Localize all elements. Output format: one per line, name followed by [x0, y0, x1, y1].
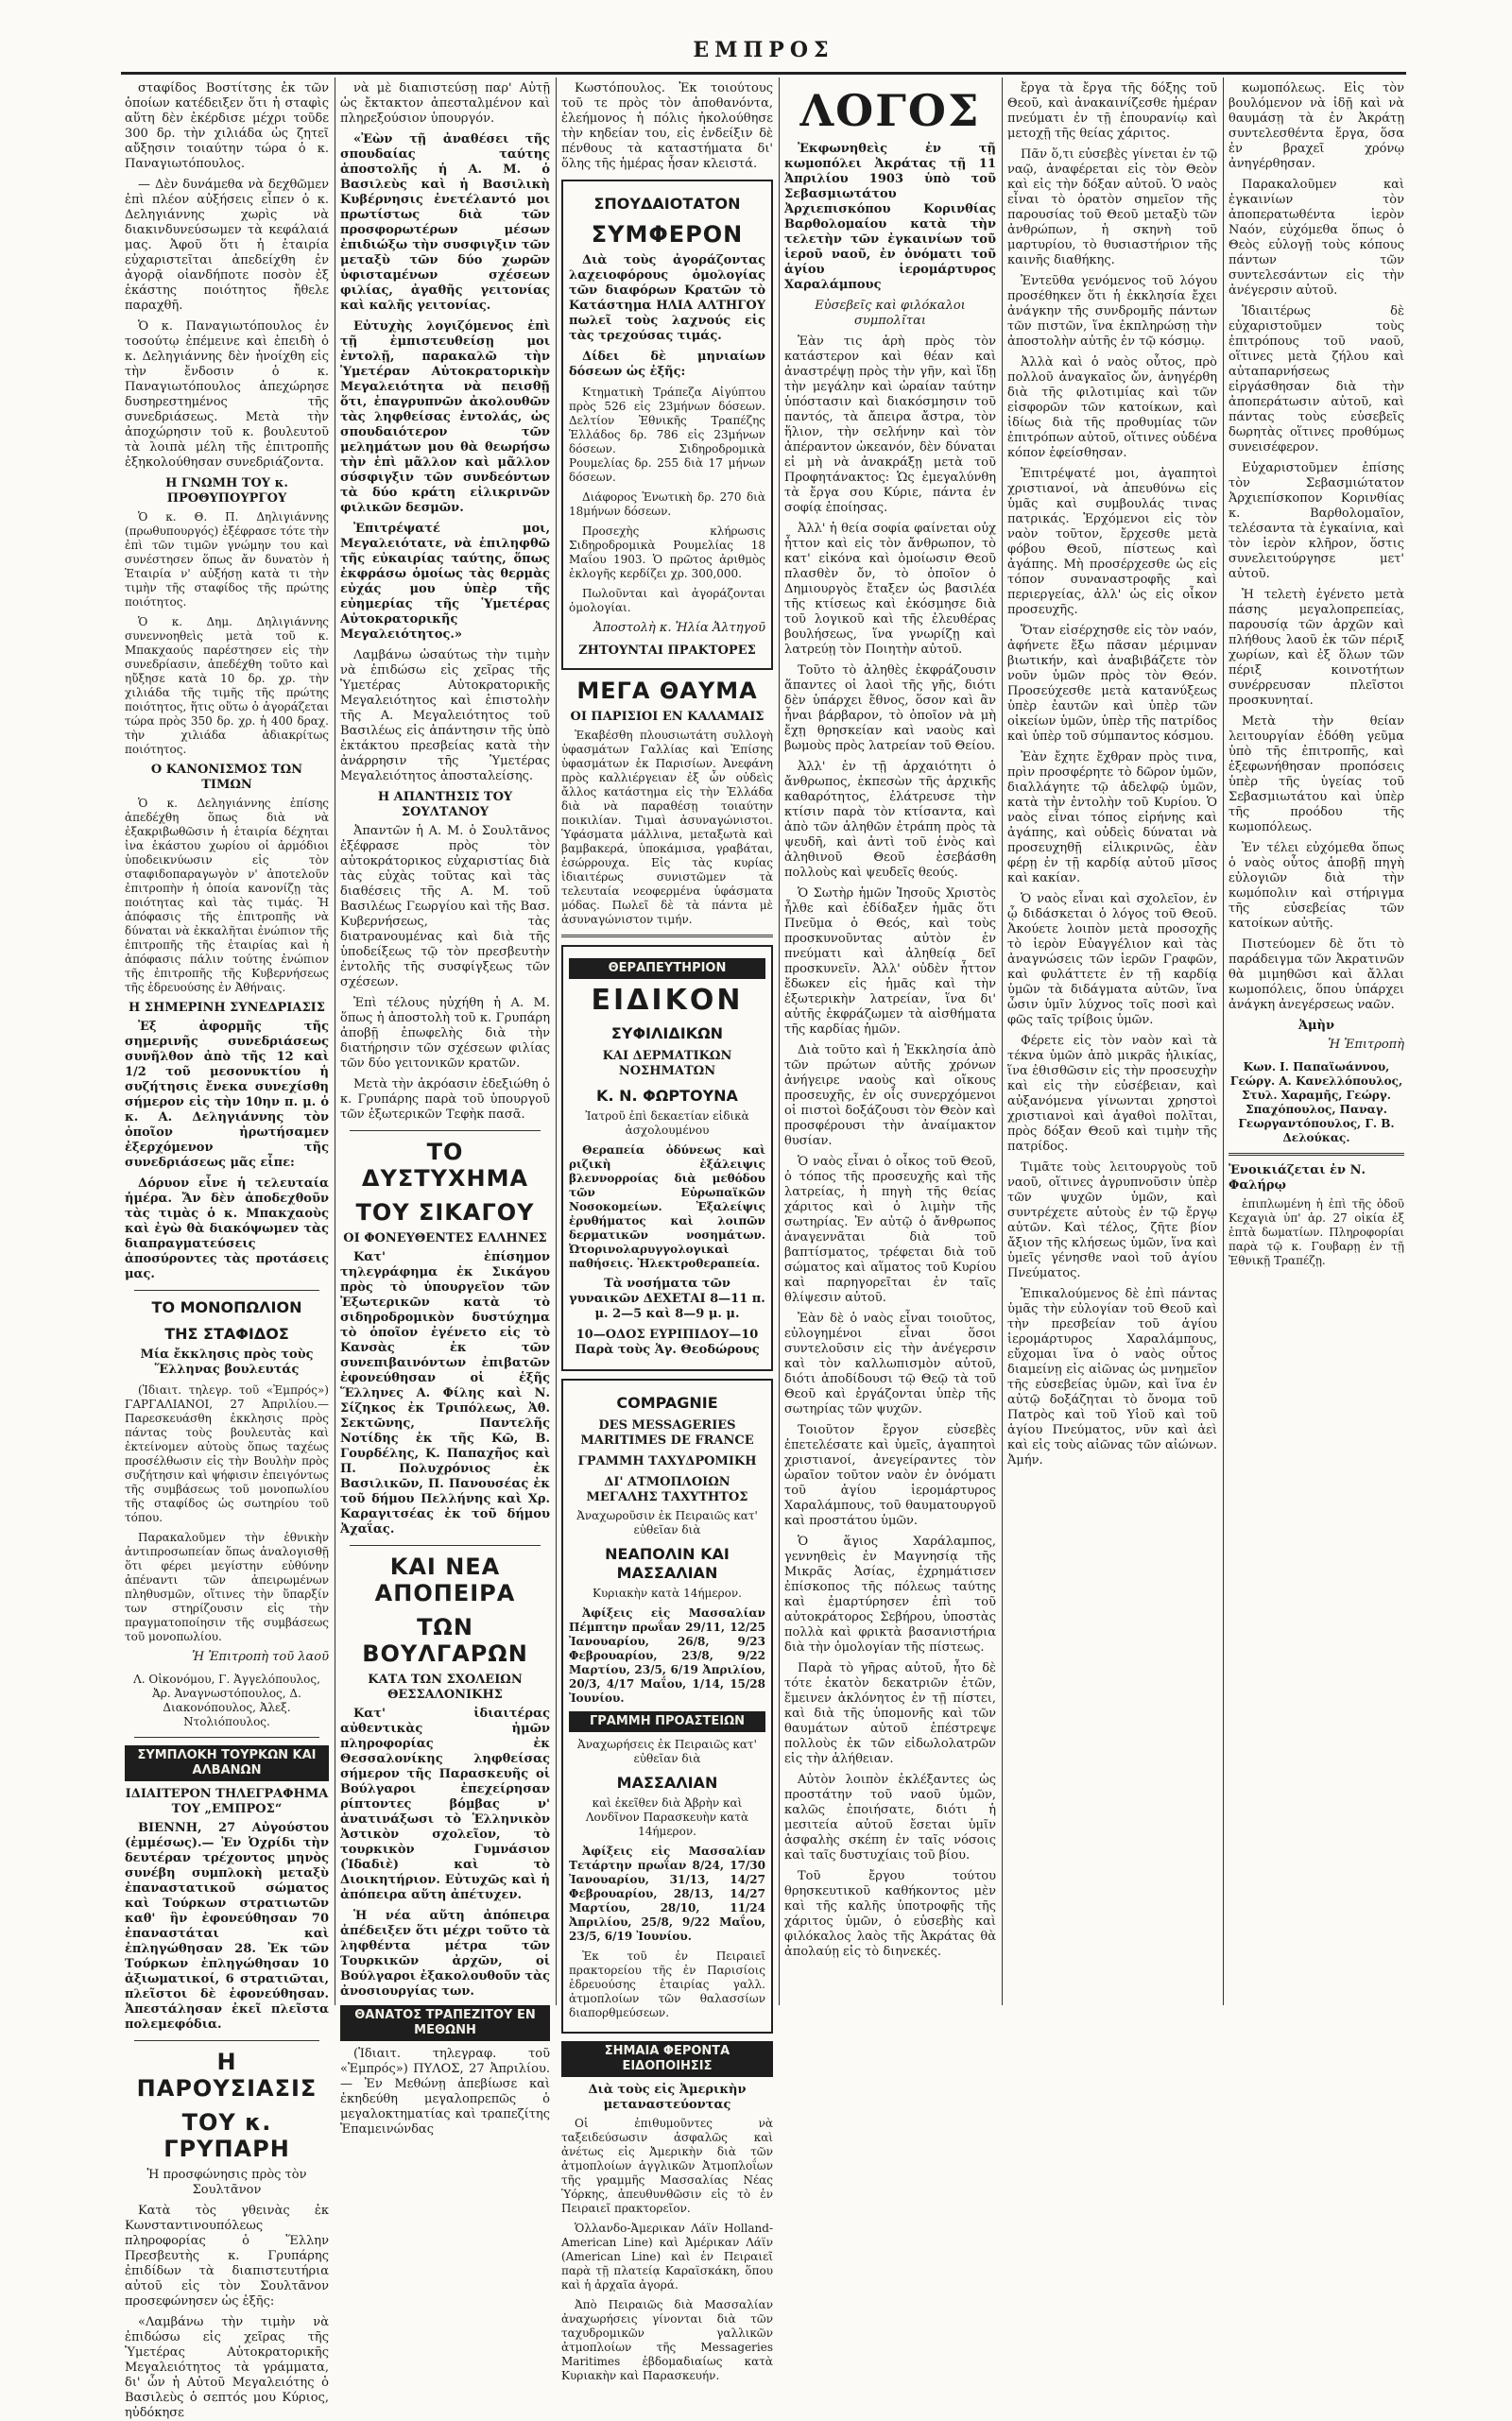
headline: ΜΕΓΑ ΘΑΥΜΑ — [576, 678, 758, 704]
ad-headline: ΣΥΦΙΛΙΔΙΚΩΝ — [610, 1024, 724, 1042]
article-paragraph: Κατ' ἐπίσημον τηλεγράφημα ἐκ Σικάγου πρὸς τὸ ὑπουργεῖον τῶν Ἐξωτερικῶν κατὰ τὸ σιδηροδρομικὸν δυστύχημα τὸ ὁποῖον ἐγένετο εἰς τὸ Κανσὰς ἐκ τῶν συνεπιβαινόντων ἐπιβατῶν ἐφονεύθησαν οἱ ἑξῆς Ἕλληνες Α. Φίλης καὶ Ν. Σίζηκος ἐκ Τριπόλεως, Ἀθ. Σεκτῶνης, Παντελῆς Νοτίδης ἐκ τῆς Κῶ, Β. Γουρδέλης, Κ. Παπαχῆος καὶ Π. Πολυχρόνιος ἐκ Βασιλικῶν, Π. Πανουσέας ἐκ τοῦ δήμου Πελλήνης καὶ Χρ. Καραγιτσέας ἐκ τοῦ δήμου Ἀχαΐας. — [340, 1250, 550, 1537]
ad-headline: COMPAGNIE — [616, 1394, 718, 1412]
speech-paragraph: Τοῦτο τὸ ἀληθὲς ἐκφράζουσιν ἅπαντες οἱ λαοὶ τῆς γῆς, διότι δὲν ὑπάρχει ἔθνος, ὅσον καὶ ἂν ἦναι βάρβαρον, τὸ ὁποῖον νὰ μὴ ἔχῃ θρησκείαν καὶ ναοὺς καὶ βωμοὺς πρὸς λατρείαν τοῦ Θείου. — [784, 663, 996, 753]
ad-headline: ΜΑΣΣΑΛΙΑΝ — [616, 1774, 718, 1792]
speech-paragraph: Ἐπιτρέψατέ μοι, ἀγαπητοὶ χριστιανοί, νὰ ἀπευθύνω εἰς ὑμᾶς καὶ συμβουλάς τινας πατρικάς. Ἐρχόμενοι εἰς τὸν ναὸν τοῦτον, ἔρχεσθε μετὰ φόβου Θεοῦ, πίστεως καὶ ἀγάπης. Μὴ προσέρχεσθε ὡς εἰς τόπον συναναστροφῆς καὶ περιεργείας, ἀλλ' ὡς εἰς οἶκον προσευχῆς. — [1007, 467, 1217, 617]
speech-paragraph: Ἀλλ' ἡ θεία σοφία φαίνεται οὐχ ἧττον καὶ εἰς τὸν ἄνθρωπον, τὸ κατ' εἰκόνα καὶ ὁμοίωσιν Θεοῦ πλασθὲν ὄν, τὸ ὁποῖον ὁ Δημιουργὸς ἔταξεν ὡς βασιλέα τῆς κτίσεως καὶ ἐκόσμησε διὰ τοῦ λογικοῦ καὶ τῆς ἐλευθέρας βουλήσεως, ἵνα γνωρίζῃ καὶ λατρεύῃ τὸν Ποιητὴν αὐτοῦ. — [784, 522, 996, 657]
article-paragraph: Ἐξ ἀφορμῆς τῆς σημερινῆς συνεδριάσεως συνῆλθον ἀπὸ τῆς 12 καὶ 1/2 τοῦ μεσονυκτίου ἡ συζήτησις ἔνεκα συνεχίσθη σήμερον εἰς τὴν 10ην π. μ. ὁ κ. Α. Δεληγιάννης τὸν ὁποῖον ἠρωτήσαμεν ἐξερχόμενον τῆς συνεδριάσεως μᾶς εἶπε: — [125, 1020, 329, 1170]
article-paragraph: — Δὲν δυνάμεθα νὰ δεχθῶμεν ἐπὶ πλέον αὐξήσεις εἶπεν ὁ κ. Δεληγιάννης χωρὶς νὰ διακινδυνεύσωμεν τὰ κεφάλαιά μας. Ἀφοῦ ὅτι ἡ ἑταιρία εὐχαριστεῖται ἀπεδείχθη ἐν ἀγορᾷ οἰανδήποτε ποσὸν ἐξ ἑκάστης ποιότητος ἤθελε παραχθῆ. — [125, 178, 329, 313]
column-5 — [1007, 81, 1217, 2000]
ad-text: Θεραπεία ὀδύνεως καὶ ριζικὴ ἐξάλειψις βλεννορροίας διὰ μεθόδου τῶν Εὐρωπαϊκῶν Νοσοκομείων. Ἐξαλείψις ἐρυθήματος καὶ λοιπῶν δερματικῶν νοσημάτων. Ὠτορινολαρυγγολογικαὶ παθήσεις. Ἠλεκτροθεραπεία. — [569, 1143, 765, 1270]
ad-headline: ΓΡΑΜΜΗ ΠΡΟΑΣΤΕΙΩΝ — [569, 1711, 765, 1732]
article-paragraph: νὰ μὲ διαπιστεύσῃ παρ' Αὐτῇ ὡς ἔκτακτον ἀπεσταλμένον καὶ πληρεξούσιον ὑπουργόν. — [340, 81, 550, 126]
section-heading: Η ΑΠΑΝΤΗΣΙΣ ΤΟΥ ΣΟΥΛΤΑΝΟΥ — [377, 790, 513, 819]
article-paragraph: Ἐπὶ τέλους ηὐχήθη ἡ Α. Μ. ὅπως ἡ ἀποστολὴ τοῦ κ. Γρυπάρη ἀποβῇ ἐπωφελὴς διὰ τὴν διατήρησιν τῶν σχέσεων φιλίας τῶν δύο γειτονικῶν κρατῶν. — [340, 996, 550, 1071]
column-divider — [556, 77, 557, 2005]
speech-salutation: Εὐσεβεῖς καὶ φιλόκαλοι συμπολῖται — [815, 299, 966, 328]
ad-text: καὶ ἐκεῖθεν διὰ Ἀβρὴν καὶ Λονδῖνον Παρασκευὴν κατὰ 14ήμερον. — [585, 1796, 749, 1838]
ad-text: Διάφορος Ἑνωτικὴ δρ. 270 διὰ 18μήνων δόσεων. — [569, 490, 765, 518]
speech-paragraph: Τιμᾶτε τοὺς λειτουργοὺς τοῦ ναοῦ, οἵτινες ἀγρυπνοῦσιν ὑπὲρ τῶν ψυχῶν ὑμῶν, καὶ συντρέχετε αὐτοὺς ἐν τῷ ἔργῳ αὐτῶν. Καὶ τέλος, ζῆτε βίον ἄξιον τῆς κλήσεως ὑμῶν, ἵνα καὶ ὑμεῖς γένησθε ναοὶ τοῦ ἁγίου Πνεύματος. — [1007, 1160, 1217, 1280]
ad-headline: ΕΙΔΙΚΟΝ — [591, 984, 744, 1017]
separator — [350, 1130, 541, 1131]
ad-text: Ἐκαβέσθη πλουσιωτάτη συλλογὴ ὑφασμάτων Γαλλίας καὶ Ἐπίσης ὑφασμάτων ἐκ Παρισίων. Ἀνεφάνη πρὸς καλλιέργειαν ἐξ ὧν οὐδεὶς ἄλλος κατάστημα εἰς τὴν Ἑλλάδα διὰ νὰ παραθέσῃ τοιαύτην ποικιλίαν. Τιμαὶ ἀσυναγώνιστοι. Ὑφάσματα μάλλινα, μεταξωτὰ καὶ βαμβακερά, ὑποκάμισα, γραβάται, ἐσώρρουχα. Εἰς τὰς κυρίας ἰδιαιτέρως συνιστῶμεν τὰ τελευταία νεοφερμένα ὑφάσματα μόδας. Πωλεῖ δὲ τὰ πάντα μὲ ἀσυναγώνιστον τιμήν. — [561, 729, 773, 926]
column-divider — [779, 77, 780, 2005]
article-paragraph: Κατὰ τὸς γθεινὰς ἐκ Κωνσταντινουπόλεως πληροφορίας ὁ Ἕλλην Πρεσβευτὴς κ. Γρυπάρης ἐπιδίδων τὰ διαπιστευτήρια αὐτοῦ εἰς τὸν Σουλτᾶνον προσεφώνησεν ὡς ἑξῆς: — [125, 2204, 329, 2309]
column-6 — [1228, 81, 1404, 2000]
ad-signature: Ἀποστολὴ κ. Ἠλία Ἀλτηγοῦ — [593, 621, 765, 635]
classified-heading: Ἐνοικιάζεται ἐν Ν. Φαλήρῳ — [1228, 1163, 1366, 1193]
article-paragraph: Ὁ κ. Παναγιωτόπουλος ἐν τοσούτῳ ἐπέμεινε καὶ ἐπειδὴ ὁ κ. Δεληγιάννης δὲν ἠνοίχθη εἰς τὴν ἔνδοσιν ὁ κ. Παναγιωτόπουλος ἀπεχώρησε δυσηρεστημένος τῆς συνεδριάσεως. Μετὰ τὴν ἀποχώρησιν τοῦ κ. βουλευτοῦ τὰ λοιπὰ μέλη τῆς ἐπιτροπῆς ἐξηκολούθησαν συνεδριάζοντα. — [125, 319, 329, 470]
ad-headline: ΚΑΙ ΔΕΡΜΑΤΙΚΩΝ ΝΟΣΗΜΑΤΩΝ — [602, 1049, 732, 1078]
separator — [134, 2040, 319, 2041]
speech-paragraph: Ἐπικαλούμενος δὲ ἐπὶ πάντας ὑμᾶς τὴν εὐλογίαν τοῦ Θεοῦ καὶ τὴν πρεσβείαν τοῦ ἁγίου ἱερομάρτυρος Χαραλάμπους, εὔχομαι ἵνα ὁ ναὸς οὗτος διαμείνῃ εἰς αἰῶνας ὡς μνημεῖον τῆς εὐσεβείας ὑμῶν, καὶ ἵνα ἐν αὐτῷ δοξάζηται τὸ ὄνομα τοῦ Πατρὸς καὶ τοῦ Υἱοῦ καὶ τοῦ ἁγίου Πνεύματος, νῦν καὶ ἀεὶ καὶ εἰς τοὺς αἰῶνας τῶν αἰώνων. Ἀμήν. — [1007, 1287, 1217, 1468]
separator — [561, 935, 773, 937]
column-divider — [1223, 77, 1224, 2005]
separator — [134, 1737, 319, 1738]
article-paragraph: Κωστόπουλος. Ἐκ τοιούτους τοῦ τε πρὸς τὸν ἀποθανόντα, ἐλεήμονος ἡ πόλις ἠκολούθησε τὴν κηδείαν του, εἰς ἐνδείξιν δὲ πένθους τὰ καταστήματα δι' ὅλης τῆς ἡμέρας ἦσαν κλειστά. — [561, 81, 773, 171]
article-paragraph: «Λαμβάνω τὴν τιμὴν νὰ ἐπιδώσω εἰς χεῖρας τῆς Ὑμετέρας Αὐτοκρατορικῆς Μεγαλειότητος τὰ γράμματα, δι' ὧν ἡ Αὐτοῦ Μεγαλειότης ὁ Βασιλεὺς ὁ σεπτός μου Κύριος, ηὐδόκησε — [125, 2315, 329, 2420]
article-paragraph: Ὁ κ. Θ. Π. Δηλιγιάννης (πρωθυπουργός) ἐξέφρασε τότε τὴν ἐπὶ τῶν τιμῶν γνώμην του καὶ συνέστησεν ὅπως ἄν δυνατὸν ἡ Ἑταιρία ν' αὐξήσῃ κατὰ τι τὴν τιμὴν τῆς σταφίδος τῆς πρώτης ποιότητος. — [125, 510, 329, 609]
separator — [350, 1545, 541, 1546]
speech-paragraph: Τοιοῦτον ἔργον εὐσεβὲς ἐπετελέσατε καὶ ὑμεῖς, ἀγαπητοὶ χριστιανοί, ἀνεγείραντες τὸν ὡραῖον τοῦτον ναὸν ἐν ὀνόματι τοῦ ἁγίου ἱερομάρτυρος Χαραλάμπους, τοῦ θαυματουργοῦ καὶ προστάτου ὑμῶν. — [784, 1423, 996, 1528]
ad-text: Ἀπὸ Πειραιῶς διὰ Μασσαλίαν ἀναχωρήσεις γίνονται διὰ τῶν ταχυδρομικῶν γαλλικῶν ἀτμοπλοίων τῆς Messageries Maritimes ἑβδομαδιαίως κατὰ Κυριακὴν καὶ Παρασκευήν. — [561, 2298, 773, 2382]
speech-paragraph: Ὁ ναὸς εἶναι καὶ σχολεῖον, ἐν ᾧ διδάσκεται ὁ λόγος τοῦ Θεοῦ. Ἀκούετε λοιπὸν μετὰ προσοχῆς τὸ ἱερὸν Εὐαγγέλιον καὶ τὰς ἀναγνώσεις τῶν ἱερῶν Γραφῶν, καὶ φυλάττετε ἐν τῇ καρδίᾳ ὑμῶν τὰ διδάγματα αὐτῶν, ἵνα ὦσιν ὑμῖν λύχνος τοῖς ποσὶ καὶ φῶς ταῖς τρίβοις ὑμῶν. — [1007, 892, 1217, 1027]
section-heading: ΟΙ ΠΑΡΙΣΙΟΙ ΕΝ ΚΑΛΑΜΑΙΣ — [570, 710, 765, 724]
headline: ΤΟΥ ΣΙΚΑΓΟΥ — [355, 1199, 535, 1226]
speech-paragraph: Τοῦ ἔργου τούτου θρησκευτικοῦ καθήκοντος μὲν καὶ τῆς καλῆς ὑποτροφῆς τῆς χάριτος ὑμῶν, ὁ εὐσεβὴς καὶ φιλόκαλος λαὸς τῆς Ἀκράτας θὰ ἀπολαύῃ εἰς τὸ διηνεκές. — [784, 1869, 996, 1959]
headline: ΤΩΝ ΒΟΥΛΓΑΡΩΝ — [362, 1614, 528, 1667]
ad-text: Δίδει δὲ μηνιαίων δόσεων ὡς ἑξῆς: — [569, 350, 765, 379]
speech-paragraph: Ἐντεῦθα γενόμενος τοῦ λόγου προσέθηκεν ὅτι ἡ ἐκκλησία ἔχει ἀνάγκην τῆς συνδρομῆς πάντων τῶν πιστῶν, ἵνα ἐκπληρώσῃ τὴν ἀποστολὴν αὐτῆς ἐν τῷ κόσμῳ. — [1007, 274, 1217, 349]
article-paragraph: Ὁ κ. Δημ. Δηλιγιάννης συνεννοηθεὶς μετὰ τοῦ κ. Μπακχαούς παρέστησεν εἰς τὴν συνεδρίασιν, ἀπεδέχθη τοῦτο καὶ ηὔξησε κατὰ 10 δρ. χρ. τὴν χιλιάδα τῆς τιμῆς τῆς πρώτης ποιότητος, ἥτις οὕτω ὁ ἀγοράζεται τώρα πρὸς 350 δρ. χρ. ἡ 400 δραχ. τὴν χιλιάδα ἀδιακρίτως ποιότητος. — [125, 615, 329, 756]
speech-paragraph: Διὰ τοῦτο καὶ ἡ Ἐκκλησία ἀπὸ τῶν πρώτων αὐτῆς χρόνων ἀνήγειρε ναοὺς καὶ οἴκους προσευχῆς, ἐν οἷς συνερχόμενοι οἱ πιστοὶ δοξάζουσι τὸν Θεὸν καὶ προσφέρουσι τὴν ἀναίμακτον θυσίαν. — [784, 1043, 996, 1148]
ad-text: Ἐκ τοῦ ἐν Πειραιεῖ πρακτορείου τῆς ἐν Παρισίοις ἑδρευούσης ἑταιρίας γαλλ. ἀτμοπλοίων τῶν θαλασσίων διαπορθμεύσεων. — [569, 1949, 765, 2019]
article-paragraph: Ἰδιαιτέρως δὲ εὐχαριστοῦμεν τοὺς ἐπιτρόπους τοῦ ναοῦ, οἵτινες μετὰ ζήλου καὶ αὐταπαρνήσεως εἰργάσθησαν διὰ τὴν ἀποπεράτωσιν αὐτοῦ, καὶ πάντας τοὺς εὐσεβεῖς δωρητὰς οἵτινες προθύμως συνεισέφερον. — [1228, 304, 1404, 455]
speech-paragraph: Παρὰ τὸ γῆρας αὐτοῦ, ἦτο δὲ τότε ἑκατὸν δεκατριῶν ἐτῶν, ἔμεινεν ἀκλόνητος ἐν τῇ πίστει, καὶ διὰ τῆς ὑπομονῆς καὶ τῶν θαυμάτων αὐτοῦ ἐπέστρεψε πολλοὺς ἐκ τῶν εἰδωλολατρῶν εἰς τὴν ἀλήθειαν. — [784, 1661, 996, 1766]
ad-headline: ΣΠΟΥΔΑΙΟΤΑΤΟΝ — [593, 195, 741, 213]
ad-headline: Διὰ τοὺς εἰς Ἀμερικὴν μεταναστεύοντας — [588, 2083, 747, 2112]
ad-text: Διὰ τοὺς ἀγοράζοντας λαχειοφόρους ὁμολογίας τῶν διαφόρων Κρατῶν τὸ Κατάστημα ΗΛΙΑ ΑΛΤΗΓΟΥ πωλεῖ τοὺς λαχνούς εἰς τὰς τρεχούσας τιμάς. — [569, 253, 765, 343]
ad-headline: ΣΥΜΦΕΡΟΝ — [591, 221, 744, 248]
subheadline: Μία ἔκκλησις πρὸς τοὺς Ἕλληνας βουλευτάς — [140, 1348, 314, 1377]
ad-headline: ΖΗΤΟΥΝΤΑΙ ΠΡΑΚΤΟΡΕΣ — [578, 644, 756, 658]
speech-paragraph: Αὐτὸν λοιπὸν ἐκλέξαντες ὡς προστάτην τοῦ ναοῦ ὑμῶν, καλῶς ἐποιήσατε, διότι ἡ μεσιτεία αὐτοῦ ἔσεται ὑμῖν ἀσφαλὴς σκέπη ἐν ταῖς νόσοις καὶ ταῖς δυστυχίαις τοῦ βίου. — [784, 1773, 996, 1863]
article-paragraph: Λαμβάνω ὡσαύτως τὴν τιμὴν νὰ ἐπιδώσω εἰς χεῖρας τῆς Ὑμετέρας Αὐτοκρατορικῆς Μεγαλειότητος καὶ ἐπιστολὴν τῆς Α. Μεγαλειότητος τοῦ Βασιλέως εἰς ἀπάντησιν τῆς ὑπὸ ἐκτάκτου πρεσβείας κατὰ τὴν ἀνάρρησιν τῆς Ὑμετέρας Μεγαλειότητος ἀποσταλείσης. — [340, 648, 550, 783]
ad-text: Προσεχὴς κλήρωσις Σιδηροδρομικὰ Ρουμελίας 18 Μαΐου 1903. Ὁ πρῶτος ἀριθμὸς ἐκλογῆς κερδίζει χρ. 300,000. — [569, 524, 765, 580]
masthead — [121, 38, 1406, 75]
ad-headline: ΓΡΑΜΜΗ ΤΑΧΥΔΡΟΜΙΚΗ — [577, 1454, 757, 1468]
advertisement-clinic — [561, 945, 773, 1371]
ad-headline: ΘΕΡΑΠΕΥΤΗΡΙΟΝ — [569, 958, 765, 979]
article-paragraph: σταφίδος Βοστίτσης ἐκ τῶν ὁποίων κατέδειξεν ὅτι ἡ σταφὶς αὕτη δὲν ἐκέρδισε μέχρι τοῦδε 300 δρ. τὴν χιλιάδα ὡς ζητεῖ αὔξησιν τοιαύτην τώρα ὁ κ. Παναγιωτόπουλος. — [125, 81, 329, 171]
subheadline: Ἡ προσφώνησις πρὸς τὸν Σουλτᾶνον — [146, 2168, 307, 2197]
section-heading: Η ΣΗΜΕΡΙΝΗ ΣΥΝΕΔΡΙΑΣΙΣ — [129, 1001, 325, 1015]
article-paragraph: Ὁ κ. Δεληγιάννης ἐπίσης ἀπεδέχθη ὅπως διὰ νὰ ἐξακριβωθῶσιν ἡ ἑταιρία δέχηται ἰνα ἑκάστου χωρίου οἱ ἀρμόδιοι ὑποδεικνύωσιν εἰς τὸν σταφιδοπαραγωγὸν ν' ἀποτελοῦν ἐπιτροπὴν ἡ ὁποία κανονίζῃ τὰς ποιότητας καὶ τὰς τιμάς. Ἡ ἀπόφασις τῆς ἐπιτροπῆς νὰ δύναται νὰ ἐκκαλῆται ἐνώπιον τῆς ἐπιτροπῆς τῆς ἑταιρίας καὶ ἡ ἀπόφασις πάλιν τούτης ἐνώπιον τῆς ἐπιτροπῆς τῆς Κυβερνήσεως τῆς ἑδρευούσης ἐν Ἀθήναις. — [125, 797, 329, 994]
advertisement-shipping — [561, 1379, 773, 2034]
closing-word: Ἀμὴν — [1297, 1019, 1335, 1033]
article-paragraph: Δόρυον εἶνε ἡ τελευταία ἡμέρα. Ἄν δὲν ἀποδεχθοῦν τὰς τιμὰς ὁ κ. Μπακχαοὺς καὶ ἐγὼ θὰ διακόψωμεν τὰς διαπραγματεύσεις ἀποσύροντες τὰς προτάσεις μας. — [125, 1176, 329, 1281]
ad-text: Ἀναχωρήσεις ἐκ Πειραιῶς κατ' εὐθεῖαν διὰ — [577, 1738, 757, 1765]
signature: Ἡ Ἐπιτροπὴ — [1328, 1038, 1404, 1052]
section-heading: Η ΓΝΩΜΗ ΤΟΥ κ. ΠΡΟΘΥΠΟΥΡΓΟΥ — [165, 476, 288, 506]
headline: Η ΠΑΡΟΥΣΙΑΣΙΣ — [136, 2049, 318, 2102]
article-paragraph: Πιστεύομεν δὲ ὅτι τὸ παράδειγμα τῶν Ἀκρατινῶν θὰ μιμηθῶσι καὶ ἄλλαι κωμοπόλεις, ὅπου ὑπάρχει ἀνάγκη ἀνεγέρσεως ναῶν. — [1228, 937, 1404, 1012]
headline: ΤΗΣ ΣΤΑΦΙΔΟΣ — [164, 1325, 289, 1343]
article-paragraph: Ἡ τελετὴ ἐγένετο μετὰ πάσης μεγαλοπρεπείας, παρουσίᾳ τῶν ἀρχῶν καὶ πλήθους λαοῦ ἐκ τῶν πέριξ χωρίων, καὶ ἐξ ὅλων τῶν πέριξ κοινοτήτων συνέρρευσαν πλεῖστοι προσκυνηταί. — [1228, 588, 1404, 708]
ad-text: Ἀφίξεις εἰς Μασσαλίαν Τετάρτην πρωΐαν 8/24, 17/30 Ἰανουαρίου, 31/13, 14/27 Φεβρουαρίου, 28/13, 14/27 Μαρτίου, 28/10, 11/24 Ἀπριλίου, 25/8, 9/22 Μαΐου, 23/5, 6/19 Ἰουνίου. — [569, 1845, 765, 1943]
article-paragraph: Κατ' ἰδιαιτέρας αὐθεντικὰς ἡμῶν πληροφορίας ἐκ Θεσσαλονίκης ληφθείσας σήμερον τῆς Παρασκευῆς οἱ Βούλγαροι ἐπεχείρησαν ρίπτοντες βόμβας ν' ἀνατινάξωσι τὸ Ἑλληνικὸν Ἀστικὸν σχολεῖον, τὸ τουρκικὸν Γυμνάσιον (Ἰδαδιὲ) καὶ τὸ Διοικητήριον. Εὐτυχῶς καὶ ἡ ἀπόπειρα αὕτη ἀπέτυχεν. — [340, 1707, 550, 1902]
speech-paragraph: Ἐὰν ἔχητε ἔχθραν πρὸς τινα, πρὶν προσφέρητε τὸ δῶρον ὑμῶν, διαλλάγητε τῷ ἀδελφῷ ὑμῶν, κατὰ τὴν ἐντολὴν τοῦ Κυρίου. Ὁ ναὸς εἶναι τόπος εἰρήνης καὶ ἀγάπης, καὶ οὐδεὶς δύναται νὰ προσευχηθῇ εἰλικρινῶς, ἐὰν φέρῃ ἐν τῇ καρδίᾳ αὐτοῦ μῖσος καὶ κακίαν. — [1007, 750, 1217, 885]
advertisement-lottery — [561, 180, 773, 670]
separator — [1228, 1153, 1404, 1156]
column-2 — [340, 81, 550, 2137]
classified-text: ἐπιπλωμένη ἡ ἐπὶ τῆς ὁδοῦ Κεχαγιὰ ὑπ' ἀρ. 27 οἰκία ἐξ ἑπτὰ δωματίων. Πληροφορίαι παρὰ τῷ κ. Γουβαρῃ ἐν τῇ Ἐθνικῇ Τραπέζῃ. — [1228, 1197, 1404, 1267]
ad-headline: ΝΕΑΠΟΛΙΝ ΚΑΙ ΜΑΣΣΑΛΙΑΝ — [605, 1545, 730, 1582]
article-paragraph: Μετὰ τὴν θείαν λειτουργίαν ἐδόθη γεῦμα ὑπὸ τῆς ἐπιτροπῆς, καὶ ἐξεφωνήθησαν προπόσεις ὑπὲρ τῆς ὑγείας τοῦ Σεβασμιωτάτου καὶ ὑπὲρ τῆς προόδου τῆς κωμοπόλεως. — [1228, 714, 1404, 834]
speech-paragraph: Φέρετε εἰς τὸν ναὸν καὶ τὰ τέκνα ὑμῶν ἀπὸ μικρᾶς ἡλικίας, ἵνα ἐθισθῶσιν εἰς τὴν προσευχὴν καὶ εἰς τὴν εὐσέβειαν, καὶ αὐξανόμενα γίνωνται χρηστοὶ χριστιανοὶ καὶ ἀγαθοὶ πολῖται, πρὸς δόξαν Θεοῦ καὶ τιμὴν τῆς πατρίδος. — [1007, 1034, 1217, 1154]
headline: ΚΑΙ ΝΕΑ ΑΠΟΠΕΙΡΑ — [374, 1554, 516, 1606]
ad-text: Τὰ νοσήματα τῶν γυναικῶν ΔΕΧΕΤΑΙ 8—11 π. μ. 2—5 καὶ 8—9 μ. μ. — [569, 1277, 765, 1321]
speech-paragraph: Ἀλλὰ καὶ ὁ ναὸς οὗτος, πρὸ πολλοῦ ἀναγκαῖος ὤν, ἀνηγέρθη διὰ τῆς φιλοτιμίας καὶ τῶν εἰσφορῶν τῶν κατοίκων, καὶ ἰδίως διὰ τῆς προθυμίας τῶν ἐπιτρόπων αὐτοῦ, οἵτινες οὐδένα κόπον ἐφείσθησαν. — [1007, 355, 1217, 460]
speech-title: ΛΟΓΟΣ — [799, 85, 981, 136]
article-paragraph: Παρακαλοῦμεν τὴν ἐθνικὴν ἀντιπροσωπείαν ὅπως ἀναλογισθῇ ὅτι φέρει μεγίστην εὐθύνην ἀπέναντι τῶν ἀπειρωμένων πληθυσμῶν, οἵτινες τὴν ὕπαρξίν των στηρίζουσιν εἰς τὴν πραγματοποίησιν τῆς συμβάσεως τοῦ μονοπωλίου. — [125, 1531, 329, 1643]
article-paragraph: (Ἰδιαιτ. τηλεγρ. τοῦ «Ἐμπρός») ΓΑΡΓΑΛΙΑΝΟΙ, 27 Ἀπριλίου.— Παρεσκευάσθη ἐκκλησις πρὸς πάντας τοὺς βουλευτὰς καὶ ἐκτείνομεν αὐτοὺς ὅπως ταχέως προσέλθωσιν εἰς τὴν Βουλὴν πρὸς συζήτησιν καὶ ψήφισιν ἐπειγόντως τῆς συμβάσεως τοῦ μονοπωλίου τῆς σταφίδος ὡς σωτηρίου τοῦ τόπου. — [125, 1383, 329, 1524]
speech-intro: Ἐκφωνηθεὶς ἐν τῇ κωμοπόλει Ἀκράτας τῇ 11 Ἀπριλίου 1903 ὑπὸ τοῦ Σεβασμιωτάτου Ἀρχιεπισκόπου Κορινθίας Βαρθολομαίου κατὰ τὴν τελετὴν τῶν ἐγκαινίων τοῦ ἱεροῦ ναοῦ, ἐν ὀνόματι τοῦ ἁγίου ἱερομάρτυρος Χαραλάμπους — [784, 142, 996, 292]
speech-paragraph: Πᾶν ὅ,τι εὐσεβὲς γίνεται ἐν τῷ ναῷ, ἀναφέρεται εἰς τὸν Θεὸν καὶ εἰς τὴν δόξαν αὐτοῦ. Ὁ ναὸς εἶναι τὸ ὁρατὸν σημεῖον τῆς παρουσίας τοῦ Θεοῦ μεταξὺ τῶν ἀνθρώπων, ἡ σκηνὴ τοῦ μαρτυρίου, τὸ θυσιαστήριον τῆς καινῆς διαθήκης. — [1007, 147, 1217, 267]
article-paragraph: Εὐχαριστοῦμεν ἐπίσης τὸν Σεβασμιώτατον Ἀρχιεπίσκοπον Κορινθίας κ. Βαρθολομαῖον, τελέσαντα τὰ ἐγκαίνια, καὶ τὸν ἱερὸν κλῆρον, ὅστις συνελειτούργησε μετ' αὐτοῦ. — [1228, 461, 1404, 581]
headline-banner: ΣΥΜΠΛΟΚΗ ΤΟΥΡΚΩΝ ΚΑΙ ΑΛΒΑΝΩΝ — [125, 1745, 329, 1781]
newspaper-title: ΕΜΠΡΟΣ — [693, 38, 834, 62]
headline: ΤΟΥ κ. ΓΡΥΠΑΡΗ — [163, 2109, 290, 2162]
ad-text: Ὁλλανδο-Ἀμερικαν Λάϊν Holland-American Line) καὶ Ἀμέρικαν Λάϊν (American Line) καὶ ἐν Πειραιεῖ παρὰ τῇ πλατείᾳ Καραϊσκάκη, ὅπου καὶ ἡ ἀρχαῖα ἀγορά. — [561, 2222, 773, 2292]
ad-headline: ΔΙ' ΑΤΜΟΠΛΟΙΩΝ ΜΕΓΑΛΗΣ ΤΑΧΥΤΗΤΟΣ — [586, 1475, 748, 1504]
ad-text: Ἰατροῦ ἐπὶ δεκαετίαν εἰδικὰ ἀσχολουμένου — [585, 1109, 749, 1137]
ad-text: 10—ΟΔΟΣ ΕΥΡΙΠΙΔΟΥ—10 Παρὰ τοὺς Ἁγ. Θεοδώρους — [575, 1328, 760, 1357]
ad-text: Πωλοῦνται καὶ ἀγοράζονται ὁμολογίαι. — [569, 587, 765, 614]
signature: Ἡ Ἐπιτροπὴ τοῦ λαοῦ — [192, 1650, 329, 1664]
article-paragraph: Ἐν τέλει εὐχόμεθα ὅπως ὁ ναὸς οὗτος ἀποβῇ πηγὴ εὐλογιῶν διὰ τὴν κωμόπολιν καὶ στήριγμα τῆς εὐσεβείας τῶν κατοίκων αὐτῆς. — [1228, 841, 1404, 931]
column-divider — [1002, 77, 1003, 2005]
section-heading: Ο ΚΑΝΟΝΙΣΜΟΣ ΤΩΝ ΤΙΜΩΝ — [150, 763, 303, 792]
signatories: Κων. Ι. Παπαϊωάννου, Γεώργ. Α. Κανελλόπουλος, Στυλ. Χαραμῆς, Γεώργ. Σπαχόπουλος, Παναγ. Γεωργαντόπουλος, Γ. Β. Δελούκας. — [1229, 1060, 1403, 1144]
speech-paragraph: Ὁ Σωτὴρ ἡμῶν Ἰησοῦς Χριστὸς ἦλθε καὶ ἐδίδαξεν ἡμᾶς ὅτι Πνεῦμα ὁ Θεός, καὶ τοὺς προσκυνοῦντας αὐτὸν ἐν πνεύματι καὶ ἀληθείᾳ δεῖ προσκυνεῖν. Ἀλλ' οὐδὲν ἧττον ἔδωκεν εἰς ἡμᾶς καὶ τὴν ἐξωτερικὴν λατρείαν, ἵνα δι' αὐτῆς ἐκφράζωμεν τὰ αἰσθήματα τῆς καρδίας ἡμῶν. — [784, 886, 996, 1037]
section-heading: ΚΑΤΑ ΤΩΝ ΣΧΟΛΕΙΩΝ ΘΕΣΣΑΛΟΝΙΚΗΣ — [368, 1673, 523, 1702]
ad-text: Κτηματικὴ Τράπεζα Αἰγύπτου πρὸς 526 εἰς 23μήνων δόσεων. Δελτίον Ἐθνικῆς Τραπέζης Ἑλλάδος δρ. 786 εἰς 23μήνων δόσεων. Σιδηροδρομικὰ Ρουμελίας δρ. 255 διὰ 17 μήνων δόσεων. — [569, 386, 765, 484]
speech-paragraph: Ἐὰν δὲ ὁ ναὸς εἶναι τοιοῦτος, εὐλογημένοι εἶναι ὅσοι συντελοῦσιν εἰς τὴν ἀνέγερσιν καὶ τὸν καλλωπισμὸν αὐτοῦ, διότι ἀποδίδουσι τῷ Θεῷ τὰ τοῦ Θεοῦ καὶ ἐργάζονται ὑπὲρ τῆς σωτηρίας τῶν ψυχῶν. — [784, 1312, 996, 1417]
article-paragraph: «Ἐὼν τῇ ἀναθέσει τῆς σπουδαίας ταύτης ἀποστολῆς ἡ Α. Μ. ὁ Βασιλεὺς καὶ ἡ Βασιλικὴ Κυβέρνησις ἐνετέλαντό μοι πρωτίστως διὰ τῶν προσφορωτέρων μέσων ἐπιδιώξω τὴν συσφιγξιν τῶν μεταξὺ τῶν δύο χωρῶν ὑφισταμένων σχέσεων φιλίας, ἀγαθῆς γειτονίας καὶ καλῆς γειτονίας. — [340, 132, 550, 313]
article-paragraph: Ἡ νέα αὕτη ἀπόπειρα ἀπέδειξεν ὅτι μέχρι τοῦτο τὰ ληφθέντα μέτρα τῶν Τουρκικῶν ἀρχῶν, οἱ Βούλγαροι ἐξακολουθοῦν τὰς ἀνοσιουργίας των. — [340, 1909, 550, 1999]
ad-headline: DES MESSAGERIES MARITIMES DE FRANCE — [580, 1418, 754, 1448]
ad-text: Κυριακὴν κατὰ 14ήμερον. — [593, 1587, 742, 1600]
column-1 — [125, 81, 329, 2420]
section-heading: ΟΙ ΦΟΝΕΥΘΕΝΤΕΣ ΕΛΛΗΝΕΣ — [343, 1231, 547, 1245]
headline: ΤΟ ΔΥΣΤΥΧΗΜΑ — [361, 1139, 529, 1192]
article-paragraph: Εὐτυχὴς λογιζόμενος ἐπὶ τῇ ἐμπιστευθείσῃ μοι ἐντολῇ, παρακαλῶ τὴν Ὑμετέραν Αὐτοκρατορικὴν Μεγαλειότητα νὰ πεισθῇ ὅτι, ἐπαγρυπνῶν ἀκολουθῶν τὰς ληφθείσας ἐντολάς, ὡς σπουδαιότερον τῶν μελημάτων μου θὰ θεωρήσω τὴν ἐπὶ μᾶλλον καὶ μᾶλλον σύσφιγξιν τῶν συνδεόντων τὰ δύο κράτη εἰλικρινῶν φιλικῶν δεσμῶν. — [340, 319, 550, 515]
ad-headline: ΣΗΜΑΙΑ ΦΕΡΟΝΤΑ ΕΙΔΟΠΟΙΗΣΙΣ — [561, 2041, 773, 2077]
top-rule — [121, 72, 1406, 74]
ad-text: Ἀφίξεις εἰς Μασσαλίαν Πέμπτην πρωΐαν 29/11, 12/25 Ἰανουαρίου, 26/8, 9/23 Φεβρουαρίου, 23/8, 9/22 Μαρτίου, 23/5, 6/19 Ἀπριλίου, 20/3, 4/17 Μαΐου, 1/14, 15/28 Ἰουνίου. — [569, 1606, 765, 1705]
article-paragraph: Παρακαλοῦμεν καὶ ἐγκαινίων τὸν ἀποπερατωθέντα ἱερὸν Ναόν, εὐχόμεθα ὅπως ὁ Θεὸς εὐλογῇ τοὺς κόπους πάντων τῶν συντελεσάντων εἰς τὴν ἀνέγερσιν αὐτοῦ. — [1228, 178, 1404, 298]
article-paragraph: Ἀπαντῶν ἡ Α. Μ. ὁ Σουλτᾶνος ἐξέφρασε πρὸς τὸν αὐτοκράτορικος εὐχαριστίας διὰ τὰς εὐχὰς τοῦτας καὶ τὰς διαθέσεις τῆς Α. Μ. τοῦ Βασιλέως Γεωργίου καὶ τῆς Βασ. Κυβερνήσεως, τὰς διατρανουμένας καὶ διὰ τῆς ὑποδείξεως τῷ τὸν πρεσβευτὴν ἐντολῆς τῆς συσφίγξεως τῶν σχέσεων. — [340, 824, 550, 989]
speech-paragraph: Ὁ ἅγιος Χαράλαμπος, γεννηθεὶς ἐν Μαγνησίᾳ τῆς Μικρᾶς Ἀσίας, ἐχρημάτισεν ἐπίσκοπος τῆς πόλεως ταύτης καὶ ἐμαρτύρησεν ἐπὶ τοῦ αὐτοκράτορος Σεβήρου, ὑποστὰς πολλὰ καὶ φρικτὰ βασανιστήρια διὰ τὴν ὁμολογίαν τῆς πίστεως. — [784, 1535, 996, 1655]
ad-text: Οἱ ἐπιθυμοῦντες νὰ ταξειδεύσωσιν ἀσφαλῶς καὶ ἀνέτως εἰς Ἀμερικὴν διὰ τῶν ἀτμοπλοίων ἁγγλικῶν Ἀτμοπλοΐων τῆς γραμμῆς Μασσαλίας Νέας Ὑόρκης, ἀπευθυνθῶσιν εἰς τὸ ἐν Πειραιεῖ πρακτορεῖον. — [561, 2117, 773, 2215]
speech-paragraph: Ὁ ναὸς εἶναι ὁ οἶκος τοῦ Θεοῦ, ὁ τόπος τῆς προσευχῆς καὶ τῆς λατρείας, ἡ πηγὴ τῆς θείας χάριτος καὶ ὁ λιμὴν τῆς σωτηρίας. Ἐν αὐτῷ ὁ ἄνθρωπος ἀναγεννᾶται διὰ τοῦ βαπτίσματος, τρέφεται διὰ τοῦ σώματος καὶ αἵματος τοῦ Κυρίου καὶ παρηγορεῖται ἐν ταῖς θλίψεσιν αὐτοῦ. — [784, 1155, 996, 1305]
signatories: Λ. Οἰκονόμου, Γ. Ἀγγελόπουλος, Ἀρ. Ἀναγνωστόπουλος, Δ. Διακονόπουλος, Ἀλεξ. Ντολιόπουλος. — [133, 1673, 320, 1728]
article-paragraph: Μετὰ τὴν ἀκρόασιν ἐδεξιώθη ὁ κ. Γρυπάρης παρὰ τοῦ ὑπουργοῦ τῶν ἐξωτερικῶν Τεφὴκ πασᾶ. — [340, 1077, 550, 1122]
speech-paragraph: ἔργα τὰ ἔργα τῆς δόξης τοῦ Θεοῦ, καὶ ἀνακαινίζεσθε ἡμέραν πνεύματι ἐν τῇ ἐπουρανίῳ καὶ μετοχῇ τῆς θείας χάριτος. — [1007, 81, 1217, 141]
article-paragraph: (Ἰδιαιτ. τηλεγραφ. τοῦ «Ἐμπρός») ΠΥΛΟΣ, 27 Ἀπριλίου.— Ἐν Μεθώνῃ ἀπεβίωσε καὶ ἐκηδεύθη μεγαλοπρεπῶς ὁ μεγαλοκτηματίας καὶ τραπεζίτης Ἐπαμεινώνδας — [340, 2047, 550, 2137]
article-paragraph: Ἐπιτρέψατέ μοι, Μεγαλειότατε, νὰ ἐπιληφθῶ τῆς εὐκαιρίας ταύτης, ὅπως ἐκφράσω ὁμοίως τὰς θερμὰς εὐχάς μου ὑπὲρ τῆς εὐημερίας τῆς Ὑμετέρας Αὐτοκρατορικῆς Μεγαλειότητος.» — [340, 522, 550, 642]
speech-paragraph: Ὅταν εἰσέρχησθε εἰς τὸν ναόν, ἀφήνετε ἔξω πᾶσαν μέριμναν βιωτικήν, καὶ ἀναβιβάζετε τὸν νοῦν ὑμῶν πρὸς τὸν Θεόν. Προσεύχεσθε μετὰ κατανύξεως ὑπὲρ ἑαυτῶν καὶ ὑπὲρ τῶν οἰκείων ὑμῶν, ὑπὲρ τῆς πατρίδος καὶ ὑπὲρ τοῦ σύμπαντος κόσμου. — [1007, 624, 1217, 744]
headline: ΤΟ ΜΟΝΟΠΩΛΙΟΝ — [151, 1298, 302, 1316]
column-3 — [561, 81, 773, 2382]
section-heading: ΙΔΙΑΙΤΕΡΟΝ ΤΗΛΕΓΡΑΦΗΜΑ ΤΟΥ „ΕΜΠΡΟΣ“ — [125, 1787, 329, 1816]
ad-text: Ἀναχωροῦσιν ἐκ Πειραιῶς κατ' εὐθεῖαν διὰ — [576, 1509, 758, 1537]
speech-paragraph: Ἀλλ' ἐν τῇ ἀρχαιότητι ὁ ἄνθρωπος, ἐκπεσὼν τῆς ἀρχικῆς καθαρότητος, ἐλάτρευσε τὴν κτίσιν παρὰ τὸν κτίσαντα, καὶ ἀπὸ τῶν ἀληθῶν ἐτράπη πρὸς τὰ ψευδῆ, καὶ ἀντὶ τοῦ ἑνὸς καὶ ἀληθινοῦ Θεοῦ ἐσεβάσθη πολλοὺς καὶ ψευδεῖς θεούς. — [784, 760, 996, 880]
separator — [134, 1290, 319, 1291]
speech-paragraph: Ἐὰν τις ἀρὴ πρὸς τὸν κατάστερον καὶ θέαν καὶ ἀναστρέψῃ πρὸς τὴν γῆν, καὶ ἴδῃ τὴν μεγάλην καὶ ὡραίαν ταύτην ὑπόστασιν καὶ διακόσμησιν τοῦ παντός, τὰ ἄπειρα ἄστρα, τὸν ἥλιον, τὴν σελήνην καὶ τὸν ἀπέραντον ὠκεανόν, δὲν δύναται εἰ μὴ νὰ ἀνακράξῃ μετὰ τοῦ Προφητάνακτος: Ὡς ἐμεγαλύνθη τὰ ἔργα σου Κύριε, πάντα ἐν σοφίᾳ ἐποίησας. — [784, 335, 996, 515]
ad-headline: Κ. Ν. ΦΩΡΤΟΥΝΑ — [596, 1087, 738, 1105]
article-paragraph: κωμοπόλεως. Εἰς τὸν βουλόμενον νὰ ἰδῇ καὶ νὰ θαυμάσῃ τὰ ἐν Ἀκράτῃ συντελεσθέντα ἔργα, ὅσα ἐν βραχεῖ χρόνῳ ἀνηγέρθησαν. — [1228, 81, 1404, 171]
headline-banner: ΘΑΝΑΤΟΣ ΤΡΑΠΕΖΙΤΟΥ ΕΝ ΜΕΘΩΝΗ — [340, 2005, 550, 2041]
article-paragraph: ΒΙΕΝΝΗ, 27 Αὐγούστου (ἐμμέσως).— Ἐν Ὀχρίδι τὴν δευτέραν τρέχοντος μηνὸς συνέβη συμπλοκὴ μεταξὺ ἐπαναστατικοῦ σώματος καὶ Τούρκων στρατιωτῶν καθ' ἣν ἐφονεύθησαν 70 ἐπαναστάται καὶ ἐπληγώθησαν 28. Ἐκ τῶν Τούρκων ἐπληγώθησαν 10 ἀξιωματικοί, 6 στρατιῶται, πλεῖστοι δὲ ἐφονεύθησαν. Ἀπεστάλησαν ἐκεῖ πλεῖστα πολεμεφόδια. — [125, 1821, 329, 2032]
column-4 — [784, 81, 996, 2000]
